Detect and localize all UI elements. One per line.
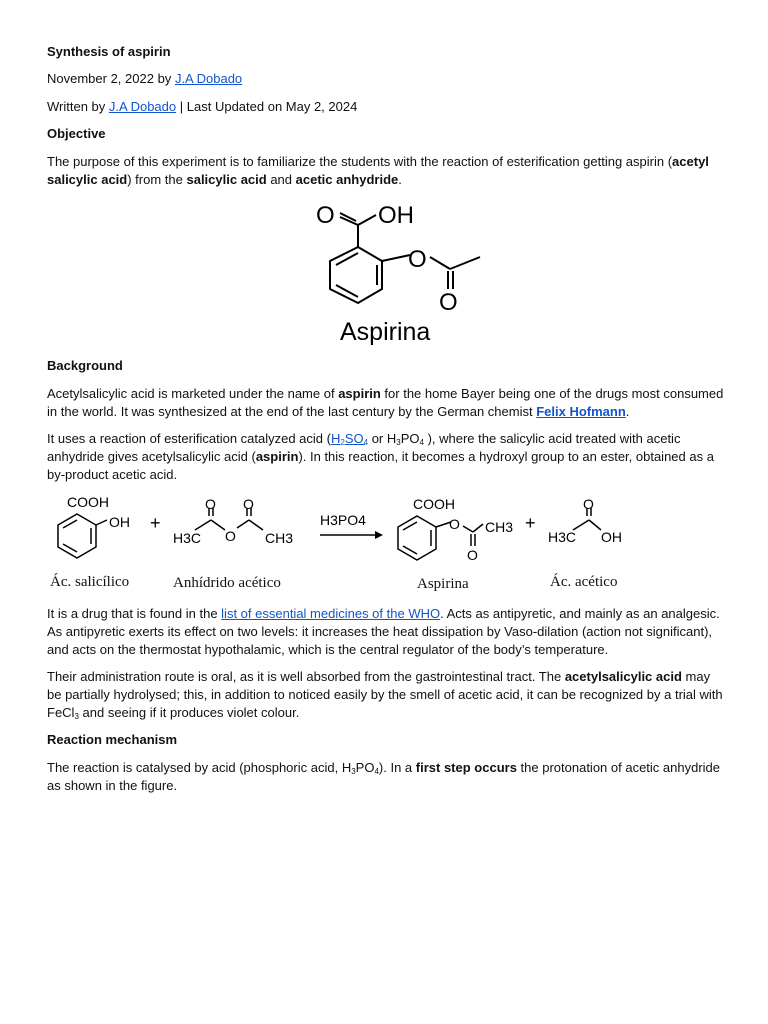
hydroxyl-label: OH bbox=[378, 202, 414, 229]
catalyst-label: H3PO4 bbox=[320, 512, 366, 528]
plus-sign-1: + bbox=[150, 513, 161, 533]
author-link[interactable]: J.A Dobado bbox=[174, 71, 243, 86]
oh-label-1: OH bbox=[109, 514, 130, 530]
carbonyl-o-label: O bbox=[316, 202, 335, 229]
h3c-label-1: H3C bbox=[173, 530, 202, 546]
label-aspirin: Aspirina bbox=[417, 576, 469, 592]
body-paragraph-4: Their administration route is oral, as it is well absorbed from the gastrointestinal tract. The acetylsalicylic acid may be partially hydrolysed; this, in addition to noticed easily by the smell of acetic acid, it can be recognized by a trial with FeCl$_3$ and seeing if it produces violet colour. bbox=[47, 669, 723, 721]
reaction-scheme-figure bbox=[45, 490, 685, 600]
reaction-arrowhead bbox=[375, 531, 383, 539]
o-label-b: O bbox=[225, 528, 236, 544]
ch3-label-1: CH3 bbox=[265, 530, 294, 546]
ester-o-label: O bbox=[408, 246, 427, 273]
label-salicylic-acid: Ác. salicílico bbox=[50, 574, 130, 590]
article-title: Synthesis of aspirin bbox=[47, 44, 171, 59]
o-label-f: O bbox=[583, 496, 594, 512]
objective-paragraph: The purpose of this experiment is to familiarize the students with the reaction of esterification getting aspirin (acetyl salicylic acid) from the salicylic acid and acetic anhydride. bbox=[47, 154, 709, 187]
article-date-line: November 2, 2022 by J.A Dobado bbox=[47, 71, 243, 86]
o-label-d: O bbox=[449, 516, 460, 532]
acetyl-o-label: O bbox=[439, 289, 458, 316]
background-paragraph-1: Acetylsalicylic acid is marketed under the name of aspirin for the home Bayer being one of the drugs most consumed in the world. It was synthesized at the end of the last century by the German chemist Felix Hofmann. bbox=[47, 386, 724, 419]
last-updated: Last Updated on May 2, 2024 bbox=[186, 99, 358, 114]
article-written-line: Written by J.A Dobado | Last Updated on May 2, 2024 bbox=[47, 99, 358, 114]
felix-hofmann-link[interactable]: Felix Hofmann bbox=[536, 404, 626, 419]
o-label-a: O bbox=[205, 496, 216, 512]
author-link-2[interactable]: J.A Dobado bbox=[108, 99, 177, 114]
background-paragraph-2: It uses a reaction of esterification catalyzed acid ($H_2SO_4$ or $H_3PO_4$ ), where the salicylic acid treated with acetic anhydride gives acetylsalicylic acid (aspirin). In this reaction, it becomes a hydroxyl group to an ester, obtained as a by-product acetic acid. bbox=[47, 431, 714, 482]
ch3-label-2: CH3 bbox=[485, 519, 514, 535]
plus-sign-2: + bbox=[525, 513, 536, 533]
h3c-label-2: H3C bbox=[548, 529, 577, 545]
o-label-e: O bbox=[467, 547, 478, 563]
who-list-link[interactable]: list of essential medicines of the WHO bbox=[221, 606, 441, 621]
background-heading: Background bbox=[47, 358, 123, 373]
label-acetic-acid: Ác. acético bbox=[550, 574, 618, 590]
label-acetic-anhydride: Anhídrido acético bbox=[173, 575, 281, 591]
body-paragraph-3: It is a drug that is found in the list of essential medicines of the WHO. Acts as antipyretic, and mainly as an analgesic. As antipyretic exerts its effect on two levels: it increases the heat dissipation by Vaso-dilation (action not significant), and acts on the thermostat hypothalamic, which is the central regulator of the body’s temperature. bbox=[47, 606, 720, 657]
mechanism-paragraph: The reaction is catalysed by acid (phosphoric acid, $H_3PO_4$). In a first step occurs the protonation of acetic anhydride as shown in the figure. bbox=[47, 760, 721, 793]
mechanism-heading: Reaction mechanism bbox=[47, 732, 178, 747]
objective-heading: Objective bbox=[47, 126, 106, 141]
cooh-label-2: COOH bbox=[413, 496, 455, 512]
cooh-label-1: COOH bbox=[67, 494, 109, 510]
o-label-c: O bbox=[243, 496, 254, 512]
aspirin-caption: Aspirina bbox=[340, 318, 431, 346]
oh-label-2: OH bbox=[601, 529, 622, 545]
aspirin-structure-figure bbox=[300, 195, 500, 350]
sulfuric-acid-link[interactable]: $H_2SO_4$ bbox=[330, 431, 369, 447]
